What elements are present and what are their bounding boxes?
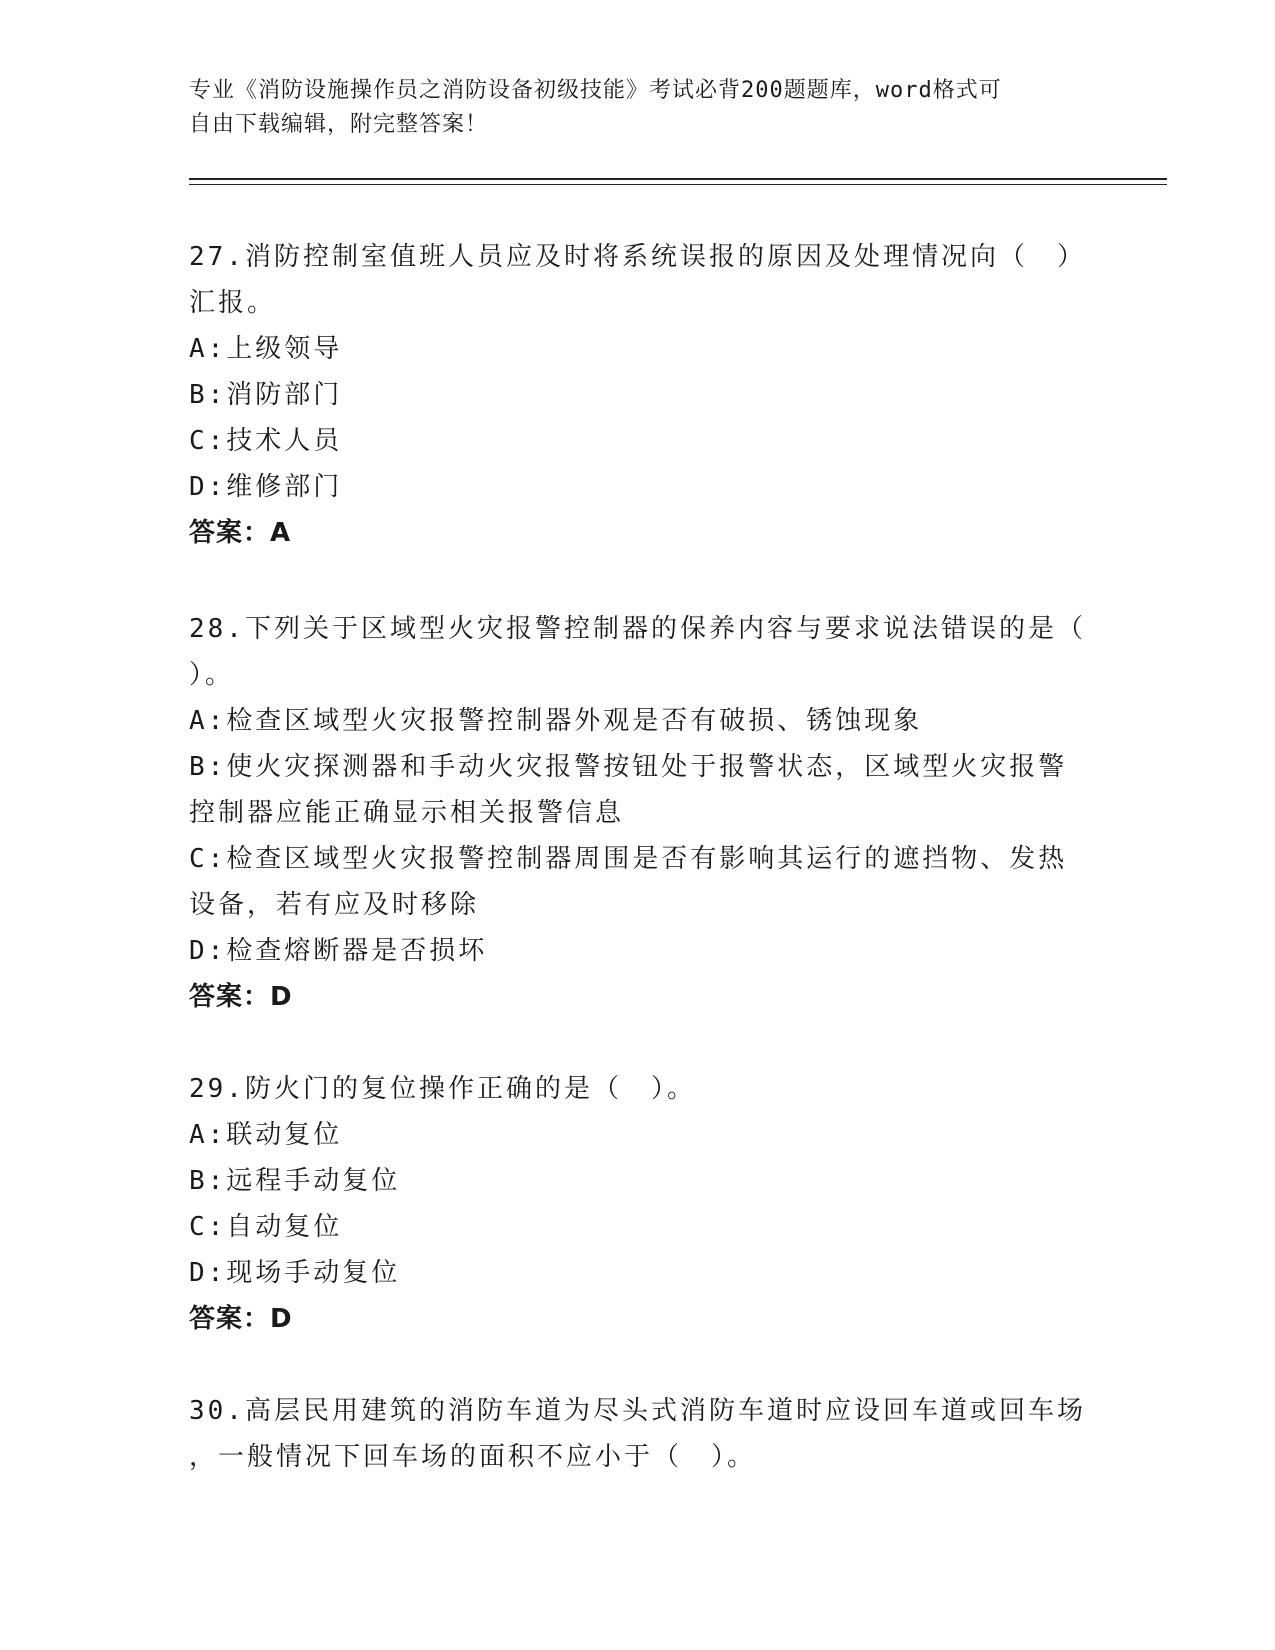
option-b: B:使火灾探测器和手动火灾报警按钮处于报警状态，区域型火灾报警 控制器应能正确显示相关报警信息 xyxy=(189,752,1068,828)
answer: 答案：D xyxy=(189,982,293,1012)
answer: 答案：A xyxy=(189,518,292,548)
option-d: D:检查熔断器是否损坏 xyxy=(189,936,488,966)
question-27 xyxy=(189,234,1089,556)
question-29 xyxy=(189,1066,1089,1342)
document-header: 专业《消防设施操作员之消防设备初级技能》考试必背200题题库，word格式可 自由下载编辑，附完整答案！ xyxy=(189,78,1002,137)
option-b: B:消防部门 xyxy=(189,380,343,410)
option-b: B:远程手动复位 xyxy=(189,1166,401,1196)
option-d: D:现场手动复位 xyxy=(189,1258,401,1288)
option-a: A:上级领导 xyxy=(189,334,343,364)
option-d: D:维修部门 xyxy=(189,472,343,502)
header-divider-thin xyxy=(189,184,1167,185)
header-divider-thick xyxy=(189,178,1167,180)
option-c: C:检查区域型火灾报警控制器周围是否有影响其运行的遮挡物、发热 设备，若有应及时移除 xyxy=(189,844,1068,920)
question-stem: 27.消防控制室值班人员应及时将系统误报的原因及处理情况向（ ） 汇报。 xyxy=(189,242,1086,318)
question-stem: 30.高层民用建筑的消防车道为尽头式消防车道时应设回车道或回车场 ，一般情况下回车场的面积不应小于（ ）。 xyxy=(189,1396,1086,1472)
option-c: C:技术人员 xyxy=(189,426,343,456)
question-stem: 29.防火门的复位操作正确的是（ ）。 xyxy=(189,1074,696,1104)
option-a: A:检查区域型火灾报警控制器外观是否有破损、锈蚀现象 xyxy=(189,706,923,736)
question-28 xyxy=(189,606,1089,1020)
question-30 xyxy=(189,1388,1089,1480)
question-stem: 28.下列关于区域型火灾报警控制器的保养内容与要求说法错误的是（ ）。 xyxy=(189,614,1086,690)
answer: 答案：D xyxy=(189,1304,293,1334)
option-c: C:自动复位 xyxy=(189,1212,343,1242)
option-a: A:联动复位 xyxy=(189,1120,343,1150)
